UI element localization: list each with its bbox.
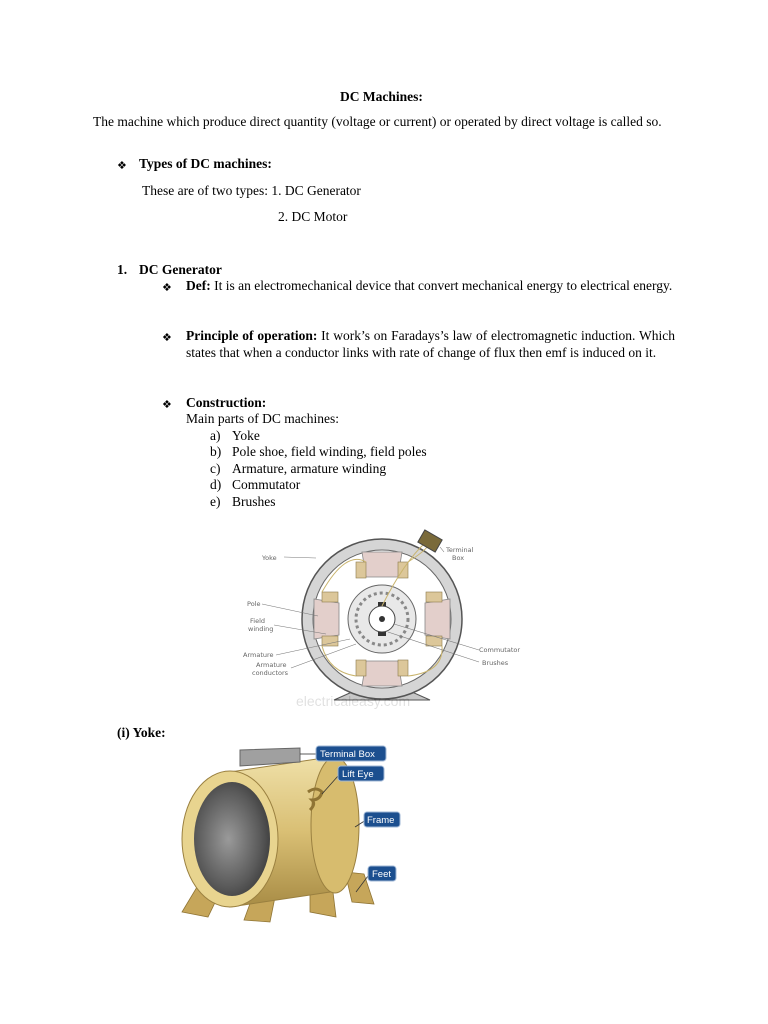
label-field-winding-1: Field: [250, 617, 266, 625]
label-armature: Armature: [243, 651, 274, 659]
part-text: Brushes: [232, 494, 276, 509]
bullet-diamond-icon: ❖: [162, 281, 172, 294]
types-line-1: These are of two types: 1. DC Generator: [142, 183, 361, 198]
label-commutator: Commutator: [479, 646, 521, 654]
types-line-2: 2. DC Motor: [278, 209, 348, 224]
diagram-watermark: electricaleasy.com: [296, 693, 411, 709]
label-armature-conductors-2: conductors: [252, 669, 289, 677]
part-letter: e): [210, 494, 221, 509]
part-letter: a): [210, 428, 221, 443]
yoke-heading: (i) Yoke:: [117, 725, 166, 740]
principle-label: Principle of operation:: [186, 328, 318, 343]
yoke-illustration: [160, 742, 405, 927]
part-letter: c): [210, 461, 221, 476]
label-brushes: Brushes: [482, 659, 509, 667]
terminal-box-tag-text: Terminal Box: [320, 749, 375, 760]
definition-paragraph: [186, 277, 675, 294]
dc-machine-diagram: [234, 522, 534, 712]
lift-eye-tag-text: Lift Eye: [342, 769, 374, 780]
label-terminal-box-1: Terminal: [446, 546, 474, 554]
label-armature-conductors-1: Armature: [256, 661, 287, 669]
label-terminal-box-2: Box: [452, 554, 465, 562]
definition-label: Def:: [186, 278, 211, 293]
part-letter: b): [210, 444, 222, 459]
frame-tag-text: Frame: [367, 815, 395, 826]
types-heading: Types of DC machines:: [139, 156, 272, 171]
generator-heading: DC Generator: [139, 262, 222, 277]
definition-text: It is an electromechanical device that convert mechanical energy to electrical energy.: [210, 278, 673, 293]
construction-label: Construction:: [186, 395, 267, 410]
label-pole: Pole: [247, 600, 261, 608]
principle-paragraph: [186, 327, 675, 361]
shaft: [379, 616, 385, 622]
part-text: Pole shoe, field winding, field poles: [232, 444, 427, 459]
part-letter: d): [210, 477, 222, 492]
generator-number: 1.: [117, 262, 128, 277]
part-text: Yoke: [232, 428, 260, 443]
bullet-diamond-icon: ❖: [162, 331, 172, 344]
part-text: Armature, armature winding: [232, 461, 387, 476]
label-field-winding-2: winding: [248, 625, 274, 633]
bullet-diamond-icon: ❖: [162, 398, 172, 411]
principle-text: It work’s on Faradays’s law of electromagnetic induction. Which states that when a conductor links with rate of change of flux then emf is induced on it.: [186, 328, 675, 360]
frame-bore: [194, 782, 270, 896]
page-title: DC Machines:: [340, 89, 423, 104]
construction-intro: Main parts of DC machines:: [186, 411, 339, 426]
bullet-diamond-icon: ❖: [117, 159, 127, 172]
label-yoke: Yoke: [262, 554, 277, 562]
brush: [378, 632, 386, 636]
part-text: Commutator: [232, 477, 301, 492]
feet-tag-text: Feet: [372, 869, 392, 880]
intro-paragraph: The machine which produce direct quantity (voltage or current) or operated by direct voltage is called so.: [93, 114, 662, 129]
